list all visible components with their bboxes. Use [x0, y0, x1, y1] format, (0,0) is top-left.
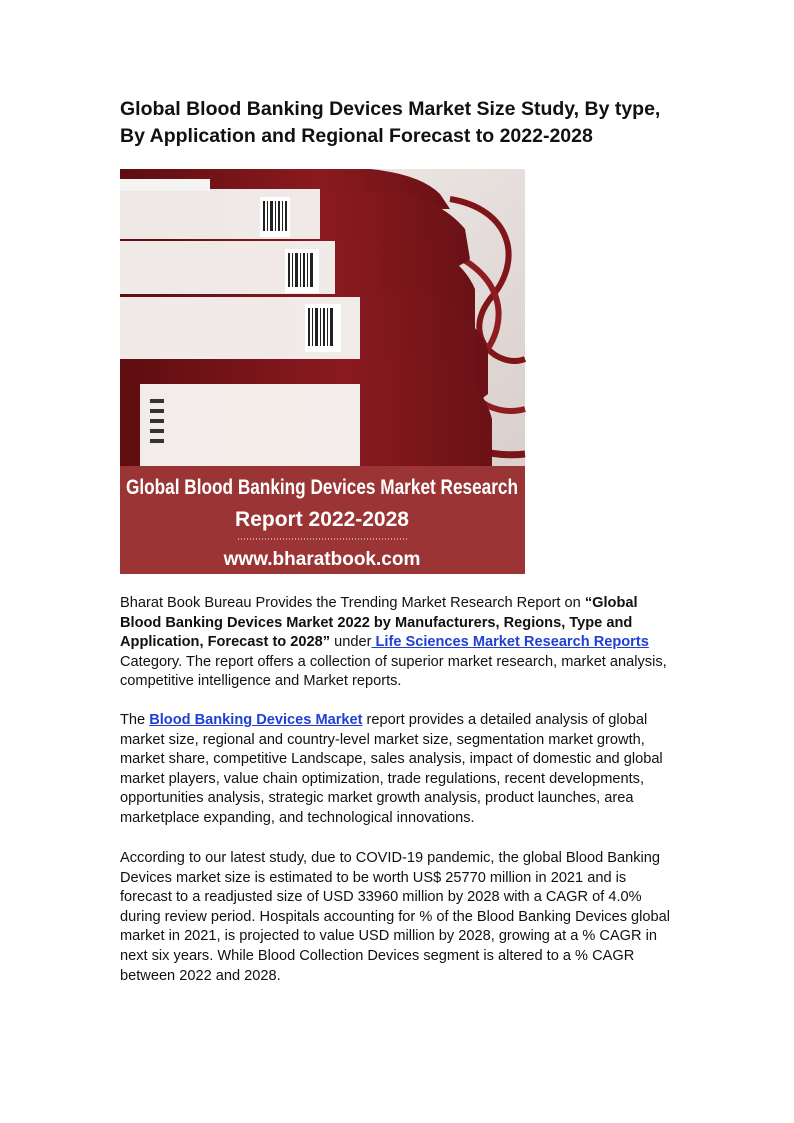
blood-banking-market-link[interactable]: Blood Banking Devices Market — [149, 712, 363, 728]
life-sciences-reports-link[interactable]: Life Sciences Market Research Reports — [371, 634, 649, 651]
report-title-text: “Global Blood Banking Devices Market 2022 by Manufacturers, Regions, Type and Application, Forecast to 2028” — [120, 595, 638, 651]
the-text: The — [120, 712, 150, 728]
analysis-text: report provides a detailed analysis of global market size, regional and country-level market size, segmentation market growth, market share, competitive Landscape, sales analysis, impact of domestic and global market players, value chain optimization, trade regulations, recent developments, opportunities analysis, strategic market growth analysis, product launches, area marketplace expanding, and technological innovations. — [120, 712, 663, 826]
banner-title-line2: Report 2022-2028 — [235, 508, 409, 531]
category-text: Category. The report offers a collection of superior market research, market analysis, competitive intelligence and Market reports. — [120, 653, 667, 690]
hero-image — [120, 169, 525, 574]
banner-title-line1: Global Blood Banking Devices Market Research — [126, 476, 518, 499]
paragraph-study: According to our latest study, due to COVID-19 pandemic, the global Blood Banking Devices market size is estimated to be worth US$ 25770 million in 2021 and is forecast to a readjusted size of USD 33960 million by 2028 with a CAGR of 4.0% during review period. Hospitals accounting for % of the Blood Banking Devices global market in 2021, is projected to value USD million by 2028, growing at a % CAGR in next six years. While Blood Collection Devices segment is altered to a % CAGR between 2022 and 2028. — [120, 850, 671, 984]
blood-bags-illustration — [120, 169, 525, 574]
banner-url: www.bharatbook.com — [223, 549, 421, 570]
page-title: Global Blood Banking Devices Market Size Study, By type, By Application and Regional Forecast to 2022-2028 — [120, 98, 661, 147]
paragraph-intro — [120, 594, 680, 692]
paragraph-analysis — [120, 711, 680, 829]
under-text: under — [330, 634, 372, 651]
intro-text: Bharat Book Bureau Provides the Trending Market Research Report on — [120, 595, 585, 611]
